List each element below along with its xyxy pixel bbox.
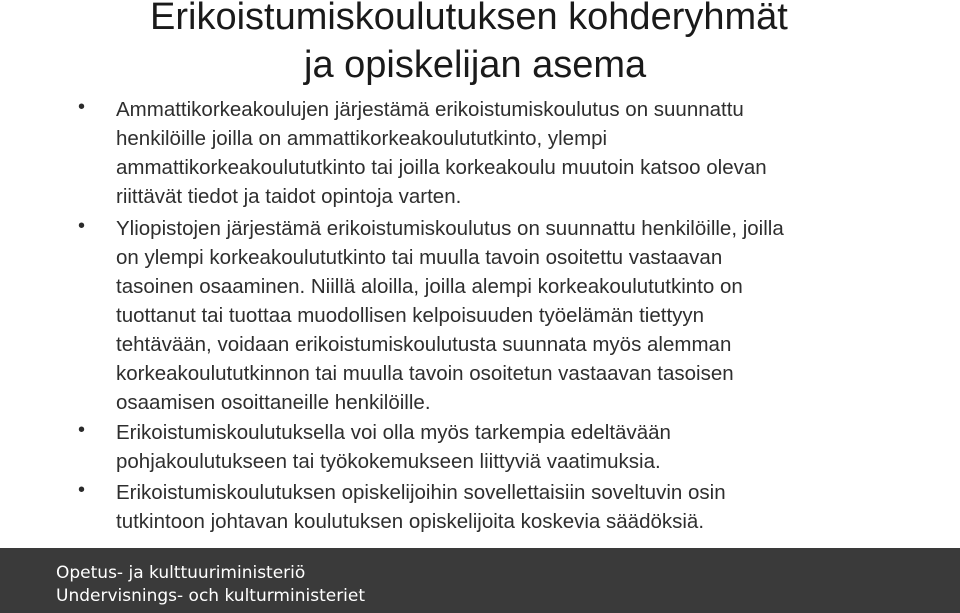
title-line-2: ja opiskelijan asema bbox=[304, 44, 647, 86]
bullet-1-line-4: riittävät tiedot ja taidot opintoja varten. bbox=[116, 185, 462, 208]
bullet-2-line-6: korkeakoulututkinnon tai muulla tavoin osoitetun vastaavan tasoisen bbox=[116, 362, 734, 385]
bullet-4-line-2: tutkintoon johtavan koulutuksen opiskelijoita koskevia säädöksiä. bbox=[116, 510, 705, 533]
bullet-2-line-4: tuottanut tai tuottaa muodollisen kelpoisuuden työelämän tiettyyn bbox=[116, 304, 705, 327]
bullet-1-line-3: ammattikorkeakoulututkinto tai joilla korkeakoulu muutoin katsoo olevan bbox=[116, 156, 767, 179]
bullet-marker: • bbox=[78, 215, 86, 237]
bullet-2-line-5: tehtävään, voidaan erikoistumiskoulutusta suunnata myös alemman bbox=[116, 333, 732, 356]
bullet-2-line-1: Yliopistojen järjestämä erikoistumiskoulutus on suunnattu henkilöille, joilla bbox=[116, 217, 784, 240]
bullet-item-3 bbox=[116, 418, 846, 476]
bullet-marker: • bbox=[78, 419, 86, 441]
bullet-item-4 bbox=[116, 478, 846, 536]
bullet-2-line-2: on ylempi korkeakoulututkinto tai muulla tavoin osoitettu vastaavan bbox=[116, 246, 723, 269]
bullet-1-line-2: henkilöille joilla on ammattikorkeakoulututkinto, ylempi bbox=[116, 127, 608, 150]
ministry-name-finnish: Opetus- ja kulttuuriministeriö bbox=[56, 563, 306, 583]
bullet-2-line-7: osaamisen osoittaneille henkilöille. bbox=[116, 391, 431, 414]
bullet-marker: • bbox=[78, 479, 86, 501]
bullet-3-line-1: Erikoistumiskoulutuksella voi olla myös tarkempia edeltävään bbox=[116, 421, 671, 444]
bullet-item-2 bbox=[116, 214, 846, 417]
bullet-item-1 bbox=[116, 95, 846, 211]
ministry-name-swedish: Undervisnings- och kulturministeriet bbox=[56, 586, 366, 606]
bullet-marker: • bbox=[78, 96, 86, 118]
bullet-1-line-1: Ammattikorkeakoulujen järjestämä erikoistumiskoulutus on suunnattu bbox=[116, 98, 744, 121]
title-line-1: Erikoistumiskoulutuksen kohderyhmät bbox=[150, 0, 788, 38]
bullet-3-line-2: pohjakoulutukseen tai työkokemukseen liittyviä vaatimuksia. bbox=[116, 450, 661, 473]
bullet-4-line-1: Erikoistumiskoulutuksen opiskelijoihin sovellettaisiin soveltuvin osin bbox=[116, 481, 726, 504]
footer-bar bbox=[0, 548, 960, 613]
bullet-2-line-3: tasoinen osaaminen. Niillä aloilla, joilla alempi korkeakoulututkinto on bbox=[116, 275, 743, 298]
